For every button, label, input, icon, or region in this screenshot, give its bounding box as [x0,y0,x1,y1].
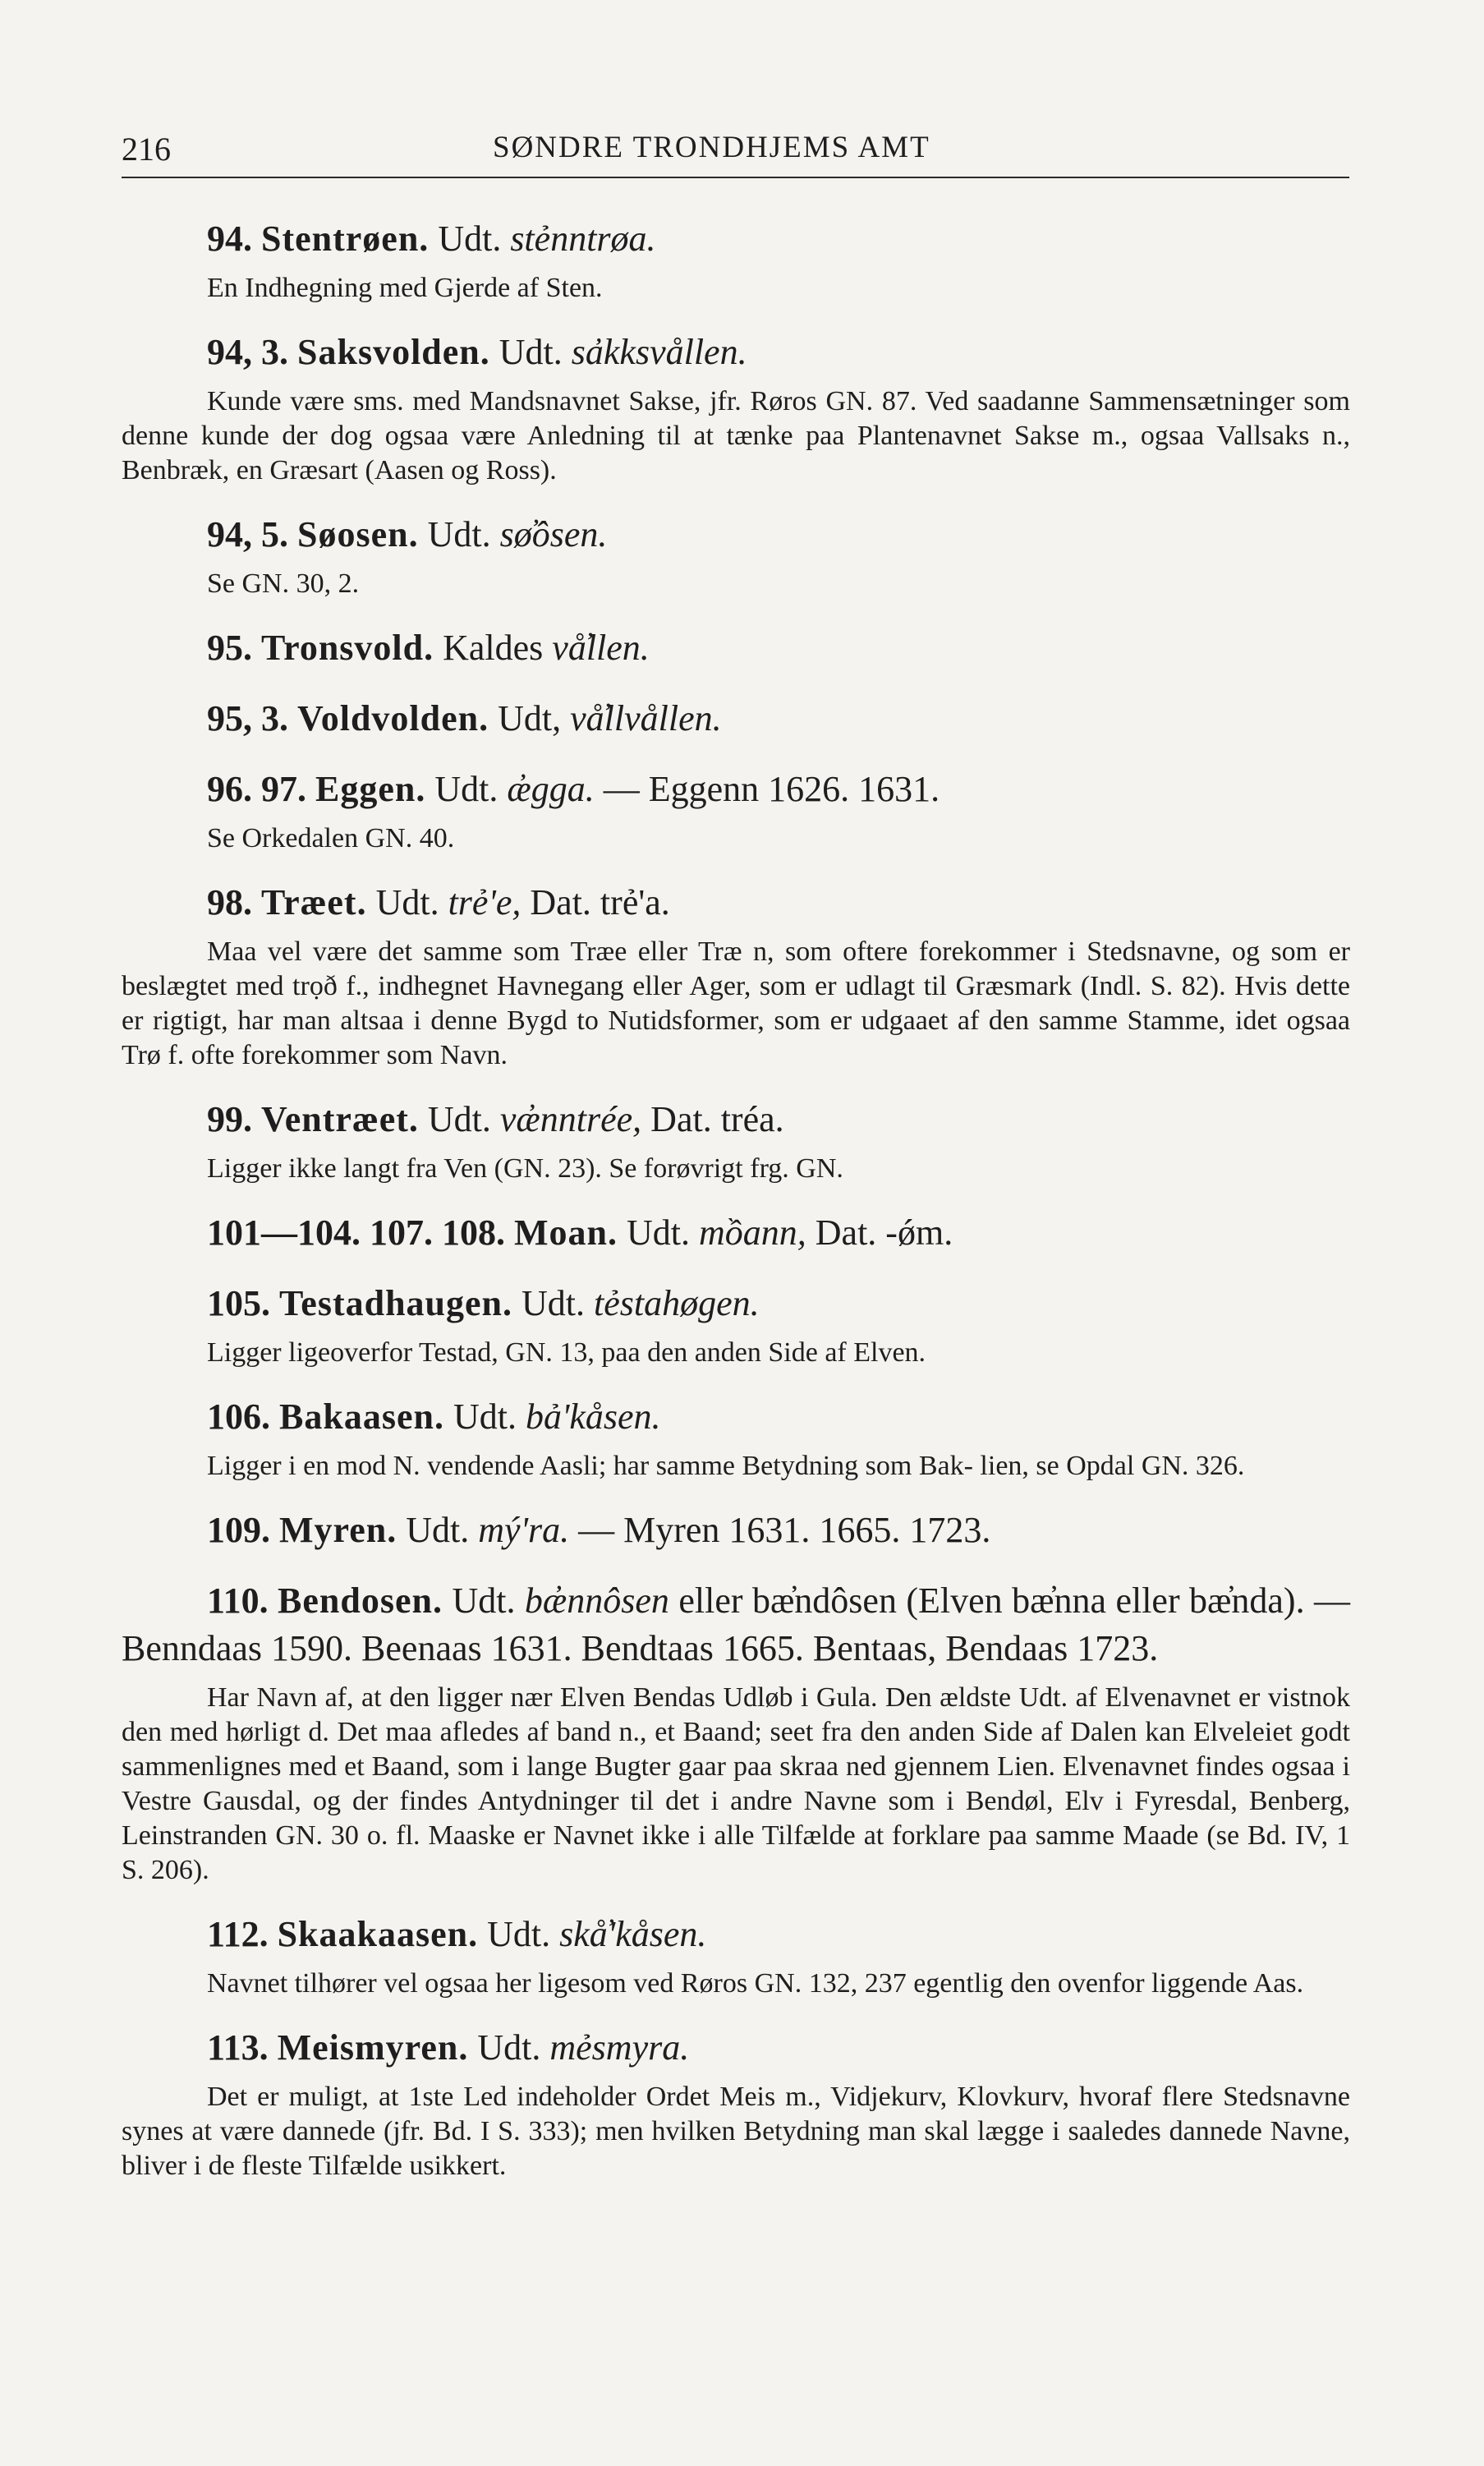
entry-note: — Eggenn 1626. 1631. [603,769,940,809]
entry-heading [122,695,1350,743]
entry-number: 99. [207,1099,252,1139]
entries-list [122,215,1350,2183]
entry-pronunciation: mý'ra. [478,1510,570,1550]
entry-label: Udt. [521,1283,586,1323]
entry [122,329,1350,488]
entry-heading [122,624,1350,672]
entry [122,1507,1350,1554]
entry-name: Eggen. [315,769,426,809]
entry-name: Saksvolden. [297,332,490,372]
entry-body: Kunde være sms. med Mandsnavnet Sakse, jfr. Røros GN. 87. Ved saadanne Sammensætninger som denne kunde der dog ogsaa være Anledning til at tænke paa Plantenavnet Sakse m., ogsaa Vallsaks n., Benbræk, en Græsart (Aasen og Ross). [122,386,1350,485]
entry-label: Udt. [627,1212,690,1253]
entry-pronunciation: vå̓llvållen. [570,698,722,738]
entry-body: Maa vel være det samme som Træe eller Træ n, som oftere forekommer i Stedsnavne, og som er beslægtet med trọð f., indhegnet Havnegang eller Ager, som er udlagt til Græsmark (Indl. S. 82). Hvis dette er rigtigt, har man altsaa i denne Bygd to Nutidsformer, som er udgaaet af den samme Stamme, idet ogsaa Trø f. ofte forekommer som Navn. [122,936,1350,1070]
entry-pronunciation: tẻstahøgen. [594,1283,760,1323]
entry-number: 106. [207,1396,270,1437]
entry [122,2024,1350,2183]
entry-heading [122,1393,1350,1441]
entry-note: — Myren 1631. 1665. 1723. [578,1510,991,1550]
entry-body: Se Orkedalen GN. 40. [207,823,455,853]
entry-label: Udt. [477,2027,541,2068]
entry [122,511,1350,601]
entry [122,766,1350,856]
entry [122,1209,1350,1257]
entry-pronunciation: vå̓llen. [552,628,650,668]
entry-name: Ventræet. [261,1099,419,1139]
entry-heading [122,511,1350,559]
entry-label: Udt. [438,219,502,259]
entry-number: 109. [207,1510,270,1550]
entry-number: 110. [207,1580,269,1621]
entry-body: Navnet tilhører vel ogsaa her ligesom ved Røros GN. 132, 237 egentlig den ovenfor liggende Aas. [207,1968,1304,1999]
entry-heading [122,879,1350,927]
entry-heading [122,1096,1350,1143]
entry-body: Ligger ligeoverfor Testad, GN. 13, paa den anden Side af Elven. [207,1337,926,1368]
running-title: SØNDRE TRONDHJEMS AMT [493,131,930,164]
entry-note: Dat. trẻ'a. [530,882,670,922]
entry-name: Testadhaugen. [279,1283,513,1323]
entry-name: Bakaasen. [279,1396,444,1437]
page-number: 216 [122,131,171,168]
entry-note: Dat. -ǿm. [815,1212,953,1253]
entry-number: 96. 97. [207,769,306,809]
entry-name: Stentrøen. [261,219,430,259]
entry-number: 94, 3. [207,332,288,372]
entry [122,1280,1350,1370]
entry-label: Udt. [498,332,563,372]
entry-heading [122,1507,1350,1554]
entry-label: Udt, [498,698,562,738]
entry-body: Se GN. 30, 2. [207,568,360,599]
entry-note: Dat. tréa. [650,1099,784,1139]
entry-heading [122,2024,1350,2072]
page-header [122,123,1353,173]
entry-body: Har Navn af, at den ligger nær Elven Bendas Udløb i Gula. Den ældste Udt. af Elvenavnet er vistnok den med hørligt d. Det maa afledes af band n., et Baand; seet fra den anden Side af Dalen kan Elveleiet godt sammenlignes med et Baand, som i lange Bugter gaar paa skraa ned gjennem Lien. Elvenavnet findes ogsaa i Vestre Gausdal, og der findes Antydninger til det i andre Navne som i Bendøl, Elv i Fyresdal, Benberg, Leinstranden GN. 30 o. fl. Maaske er Navnet ikke i alle Tilfælde at forklare paa samme Maade (se Bd. IV, 1 S. 206). [122,1682,1350,1885]
entry-name: Myren. [279,1510,397,1550]
entry-heading [122,215,1350,263]
entry-heading [122,329,1350,376]
entry-name: Meismyren. [277,2027,469,2068]
entry-pronunciation: æ̓gga. [507,769,595,809]
entry-number: 105. [207,1283,270,1323]
entry [122,215,1350,306]
entry-heading [122,1209,1350,1257]
entry-number: 101—104. 107. 108. [207,1212,505,1253]
entry-number: 94, 5. [207,514,288,554]
entry-pronunciation: stẻnntrøa. [510,219,656,259]
entry-label: Udt. [434,769,498,809]
entry-number: 94. [207,219,252,259]
entry-label: Udt. [375,882,439,922]
entry [122,624,1350,672]
entry-label: Kaldes [443,628,544,668]
entry [122,879,1350,1073]
entry-name: Voldvolden. [297,698,489,738]
entry-pronunciation: sa̓kksvållen. [571,332,747,372]
entry-label: Udt. [427,1099,491,1139]
entry-body: Det er muligt, at 1ste Led indeholder Ordet Meis m., Vidjekurv, Klovkurv, hvoraf flere Stedsnavne synes at være dannede (jfr. Bd. I S. 333); men hvilken Betydning man skal lægge i saaledes dannede Navne, bliver i de fleste Tilfælde usikkert. [122,2082,1350,2181]
entry-body: Ligger ikke langt fra Ven (GN. 23). Se forøvrigt frg. GN. [207,1153,843,1184]
entry-heading [122,1911,1350,1958]
entry-number: 95, 3. [207,698,288,738]
entry-label: Udt. [453,1396,517,1437]
entry-pronunciation: bæ̓nnôsen [524,1580,669,1621]
entry-number: 95. [207,628,252,668]
entry-label: Udt. [427,514,491,554]
entry-heading [122,1577,1350,1672]
entry-note: eller bæ̓ndôsen (Elven bæ̓nna eller bæ̓nda). — Benndaas 1590. Beenaas 1631. Bendtaas 1665. Bentaas, Bendaas 1723. [122,1580,1351,1668]
entry-number: 112. [207,1914,269,1954]
entry [122,1577,1350,1888]
header-rule [122,177,1349,178]
entry-name: Træet. [261,882,367,922]
entry-number: 113. [207,2027,269,2068]
entry [122,1393,1350,1484]
entry-name: Skaakaasen. [277,1914,479,1954]
entry-pronunciation: sø̓ôsen. [499,514,608,554]
entry-heading [122,766,1350,813]
entry-name: Tronsvold. [261,628,434,668]
entry-body: En Indhegning med Gjerde af Sten. [207,273,603,303]
entry-pronunciation: skå̓'kåsen. [559,1914,707,1954]
entry [122,695,1350,743]
entry-label: Udt. [406,1510,470,1550]
entry-pronunciation: trẻ'e, [448,882,521,922]
entry-pronunciation: mẻsmyra. [549,2027,690,2068]
entry-name: Moan. [514,1212,618,1253]
entry [122,1096,1350,1186]
entry-name: Søosen. [297,514,419,554]
entry [122,1911,1350,2001]
entry-label: Udt. [487,1914,551,1954]
entry-name: Bendosen. [278,1580,443,1621]
entry-number: 98. [207,882,252,922]
entry-heading [122,1280,1350,1327]
entry-label: Udt. [452,1580,516,1621]
entry-body: Ligger i en mod N. vendende Aasli; har samme Betydning som Bak- lien, se Opdal GN. 326. [207,1451,1245,1481]
entry-pronunciation: væ̓nntrée, [499,1099,642,1139]
entry-pronunciation: mồann, [699,1212,806,1253]
entry-pronunciation: bả'kåsen. [525,1396,661,1437]
